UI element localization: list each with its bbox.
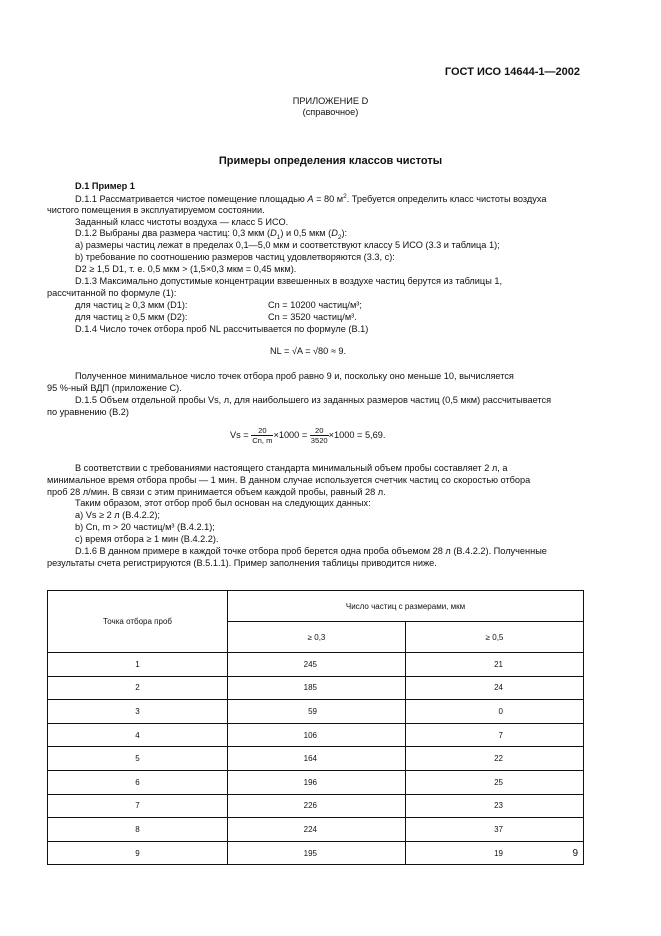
cell-count-03: 185 (228, 676, 406, 700)
cell-count-05: 21 (406, 653, 584, 677)
conc-value-2: Cn = 3520 частиц/м³. (268, 312, 357, 322)
basis-item-b: b) Cn, m > 20 частиц/м³ (B.4.2.1); (75, 522, 215, 532)
header-size-05: ≥ 0,5 (406, 622, 584, 653)
paragraph-d15-cont: по уравнению (B.2) (47, 407, 129, 417)
cell-count-05: 0 (406, 700, 584, 724)
cell-count-05: 25 (406, 770, 584, 794)
basis-item-c: c) время отбора ≥ 1 мин (B.4.2.2). (75, 534, 219, 544)
cell-count-05: 37 (406, 818, 584, 842)
size-ratio: D2 ≥ 1,5 D1, т. е. 0,5 мкм > (1,5×0,3 мкм = 0,45 мкм). (75, 264, 297, 274)
cell-count-05: 24 (406, 676, 584, 700)
cell-count-03: 226 (228, 794, 406, 818)
header-sample-point: Точка отбора проб (48, 591, 228, 653)
table-row (48, 676, 584, 700)
formula-vs: Vs = $\frac{20}{Cn, m}$ ×1000 = $\frac{20}{3520}$ ×1000 = 5,69. (230, 426, 386, 445)
paragraph-d13: D.1.3 Максимально допустимые концентрации взвешенных в воздухе частиц берутся из таблицы 1, (75, 276, 503, 286)
cell-sample-point: 6 (48, 770, 228, 794)
cell-count-03: 106 (228, 723, 406, 747)
cell-count-05: 7 (406, 723, 584, 747)
paragraph-d16: D.1.6 В данном примере в каждой точке отбора проб берется одна проба объемом 28 л (B.4.2.2). Полученные (75, 546, 547, 556)
cell-sample-point: 7 (48, 794, 228, 818)
cell-count-03: 164 (228, 747, 406, 771)
document-id: ГОСТ ИСО 14644-1—2002 (444, 66, 580, 78)
paragraph-result: Полученное минимальное число точек отбора проб равно 9 и, поскольку оно меньше 10, вычисляется (75, 371, 514, 381)
conc-label-1: для частиц ≥ 0,3 мкм (D1): (75, 300, 188, 310)
results-table (47, 590, 584, 865)
paragraph-d12: D.1.2 Выбраны два размера частиц: 0,3 мкм $(D_1)$ и 0,5 мкм $(D_2)$: (75, 228, 348, 241)
table-row (48, 818, 584, 842)
table-row (48, 770, 584, 794)
paragraph-volume-3: проб 28 л/мин. В связи с этим принимается объем каждой пробы, равный 28 л. (47, 487, 386, 497)
paragraph-class: Заданный класс чистоты воздуха — класс 5 ИСО. (75, 217, 289, 227)
cell-sample-point: 9 (48, 841, 228, 865)
table-row (48, 841, 584, 865)
example-title: D.1 Пример 1 (75, 181, 135, 191)
cell-count-05: 23 (406, 794, 584, 818)
table-row (48, 747, 584, 771)
appendix-subtitle: (справочное) (302, 107, 359, 117)
cell-count-03: 196 (228, 770, 406, 794)
basis-item-a: a) Vs ≥ 2 л (B.4.2.2); (75, 510, 160, 520)
paragraph-d11-cont: чистого помещения в эксплуатируемом состоянии. (47, 205, 265, 215)
cell-sample-point: 2 (48, 676, 228, 700)
cell-sample-point: 8 (48, 818, 228, 842)
cell-sample-point: 3 (48, 700, 228, 724)
paragraph-d15: D.1.5 Объем отдельной пробы Vs, л, для наибольшего из заданных размеров частиц (0,5 мкм) рассчитывается (75, 395, 552, 405)
table-row (48, 794, 584, 818)
paragraph-result-cont: 95 %-ный ВДП (приложение С). (47, 383, 182, 393)
paragraph-d14: D.1.4 Число точек отбора проб NL рассчитывается по формуле (B.1) (75, 324, 369, 334)
formula-nl: NL = √A = √80 ≈ 9. (270, 346, 347, 356)
cell-sample-point: 5 (48, 747, 228, 771)
cell-count-05: 22 (406, 747, 584, 771)
list-item-a: a) размеры частиц лежат в пределах 0,1—5,0 мкм и соответствуют классу 5 ИСО (3.3 и таблица 1); (75, 240, 500, 250)
page-number: 9 (572, 848, 578, 859)
header-size-03: ≥ 0,3 (228, 622, 406, 653)
conc-label-2: для частиц ≥ 0,5 мкм (D2): (75, 312, 188, 322)
paragraph-volume-2: минимальное время отбора пробы — 1 мин. В данном случае используется счетчик частиц со скоростью отбора (47, 475, 531, 485)
paragraph-volume: В соответствии с требованиями настоящего стандарта минимальный объем пробы составляет 2 л, а (75, 463, 508, 473)
paragraph-basis: Таким образом, этот отбор проб был основан на следующих данных: (75, 498, 371, 508)
table-row (48, 700, 584, 724)
paragraph-d13-cont: рассчитанной по формуле (1): (47, 288, 177, 298)
table-row (48, 723, 584, 747)
cell-count-03: 195 (228, 841, 406, 865)
cell-count-05: 19 (406, 841, 584, 865)
list-item-b: b) требование по соотношению размеров частиц удовлетворяются (3.3, с): (75, 252, 395, 262)
cell-sample-point: 4 (48, 723, 228, 747)
conc-value-1: Cn = 10200 частиц/м³; (268, 300, 362, 310)
appendix-title: ПРИЛОЖЕНИЕ D (292, 96, 369, 106)
cell-count-03: 245 (228, 653, 406, 677)
cell-count-03: 224 (228, 818, 406, 842)
section-heading: Примеры определения классов чистоты (218, 155, 443, 167)
paragraph-d11: D.1.1 Рассматривается чистое помещение площадью A = 80 $м^2$. Требуется определить класс чистоты воздуха (75, 193, 547, 205)
paragraph-d16-cont: результаты счета регистрируются (B.5.1.1). Пример заполнения таблицы приводится ниже. (47, 558, 437, 568)
cell-count-03: 59 (228, 700, 406, 724)
cell-sample-point: 1 (48, 653, 228, 677)
table-row (48, 653, 584, 677)
header-particle-count: Число частиц с размерами, мкм (228, 591, 584, 622)
